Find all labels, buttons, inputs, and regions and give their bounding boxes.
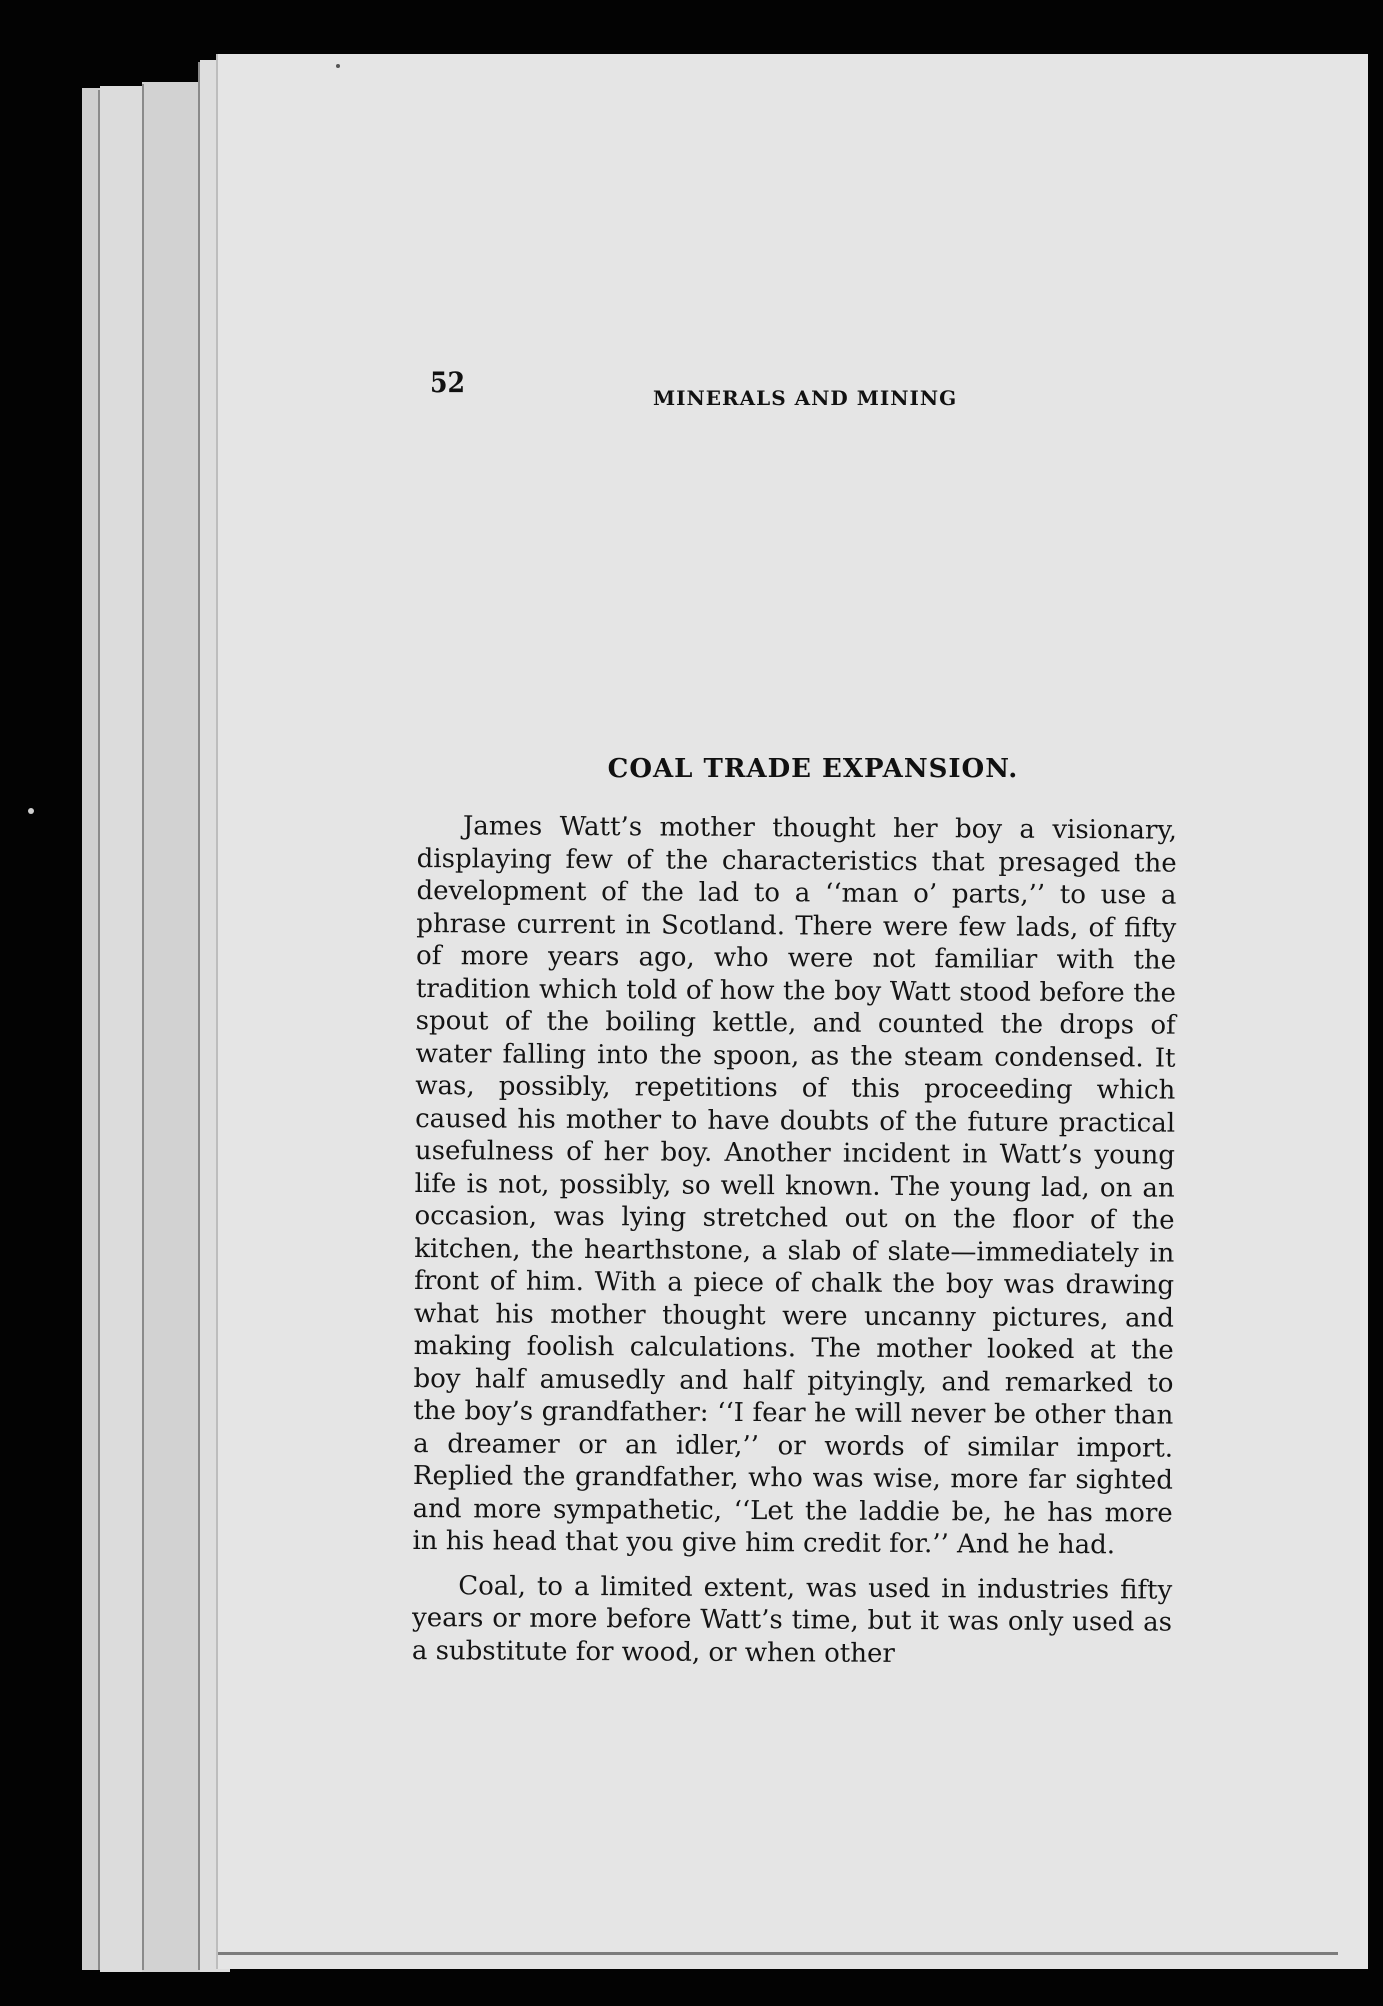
paragraph: Coal, to a limited extent, was used in industries fifty years or more before Watt’s time, but it was only used as a substitute for wood, or when other [411,1570,1173,1669]
running-title: MINERALS AND MINING [653,386,958,410]
article-title: COAL TRADE EXPANSION. [607,754,1019,784]
page-edge [142,82,202,1972]
scan-speck [28,808,34,814]
page-number: 52 [430,366,466,399]
scan-speck [336,64,340,68]
paragraph: James Watt’s mother thought her boy a visionary, displaying few of the characteristics that presaged the development of the lad to a ‘‘man o’ parts,’’ to use a phrase current in Scotland. There were few lads, of fifty of more years ago, who were not familiar with the tradition which told of how the boy Watt stood before the spout of the boiling kettle, and counted the drops of water falling into the spoon, as the steam condensed. It was, possibly, repetitions of this proceeding which caused his mother to have doubts of the future practical usefulness of her boy. Another incident in Watt’s young life is not, possibly, so well known. The young lad, on an occasion, was lying stretched out on the floor of the kitchen, the hearthstone, a slab of slate—immediately in front of him. With a piece of chalk the boy was drawing what his mother thought were uncanny pictures, and making foolish calculations. The mother looked at the boy half amusedly and half pityingly, and remarked to the boy’s grandfather: ‘‘I fear he will never be other than a dreamer or an idler,’’ or words of similar import. Replied the grandfather, who was wise, more far sighted and more sympathetic, ‘‘Let the laddie be, he has more in his head that you give him credit for.’’ And he had. [412,811,1177,1561]
page-edge-line [142,84,144,1970]
book-page [218,54,1368,1969]
article-body [412,810,1177,1672]
page-edge-line [98,90,100,1970]
page-edge-line [198,62,200,1970]
page-bottom-rule [218,1952,1338,1955]
running-head [218,312,1368,410]
